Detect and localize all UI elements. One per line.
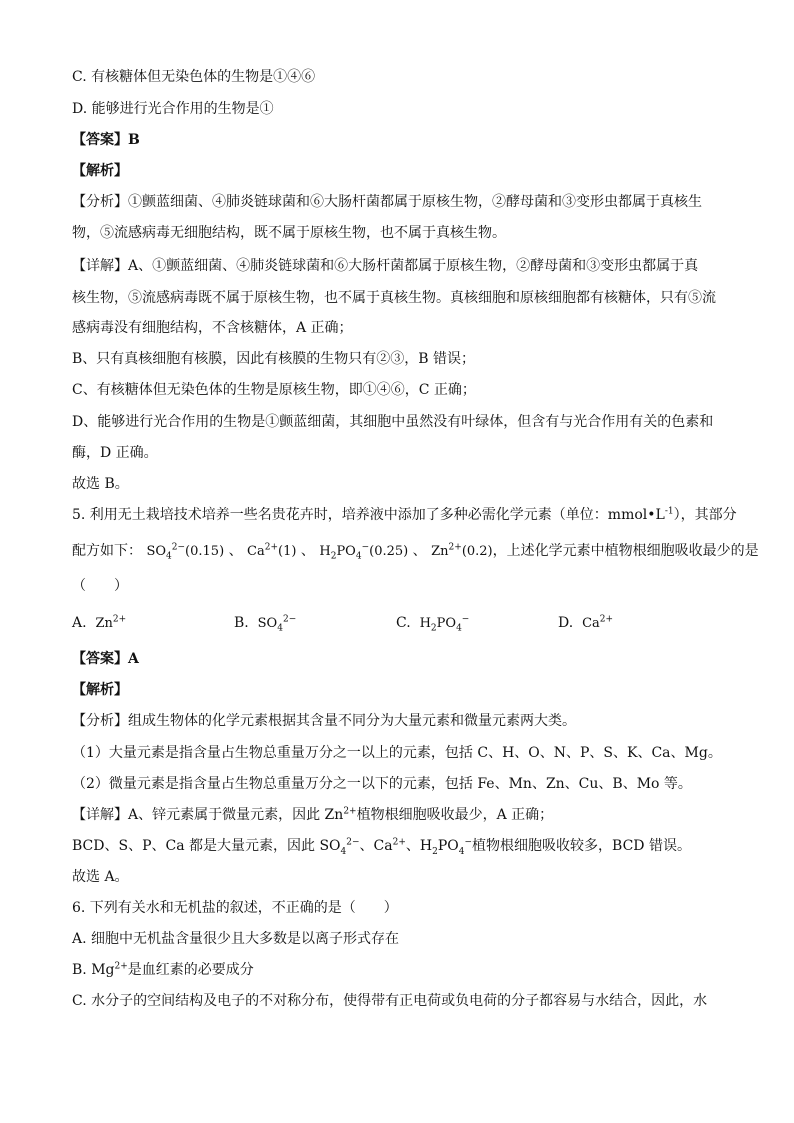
bcd-sup2: 2+ xyxy=(392,837,406,848)
text-line: 【分析】组成生物体的化学元素根据其含量不同分为大量元素和微量元素两大类。 xyxy=(72,713,576,729)
text-line: 【详解】A、①颤蓝细菌、④肺炎链球菌和⑥大肠杆菌都属于原核生物，②酵母菌和③变形虫都属于真 xyxy=(72,258,699,274)
text-line: 核生物，⑤流感病毒既不属于原核生物，也不属于真核生物。真核细胞和原核细胞都有核糖体，只有⑤流 xyxy=(72,290,716,306)
q6-b-pre: B. Mg xyxy=(72,962,115,978)
ca-sup: 2+ xyxy=(264,542,279,553)
option-a-sup: 2+ xyxy=(112,614,127,625)
bcd-pre: BCD、S、P、Ca 都是大量元素，因此 SO xyxy=(72,838,341,854)
bcd-mid1: 、Ca xyxy=(359,838,393,854)
question-5-blank: （ ） xyxy=(72,578,128,594)
option-b xyxy=(234,613,296,634)
bcd-sub2: 2 xyxy=(432,846,438,857)
formula-zn xyxy=(431,544,493,559)
ca-base: Ca xyxy=(247,544,265,559)
text-line: 故选 B。 xyxy=(72,476,129,492)
option-c-po: PO xyxy=(436,616,457,631)
option-c-sup: − xyxy=(461,614,470,625)
h2po4-sup: − xyxy=(361,542,370,553)
option-d-sup: 2+ xyxy=(599,614,614,625)
h2po4-po: PO xyxy=(336,544,356,559)
bcd-sup1: 2− xyxy=(346,837,360,848)
option-c-formula xyxy=(419,614,470,634)
so4-base: SO xyxy=(146,544,167,559)
answer-label: 【答案】B xyxy=(72,132,140,148)
bcd-post: 植物根细胞吸收较多，BCD 错误。 xyxy=(472,838,691,854)
so4-sup: 2− xyxy=(171,542,186,553)
option-a xyxy=(72,613,126,634)
text-line: 物，⑤流感病毒无细胞结构，既不属于原核生物，也不属于真核生物。 xyxy=(72,225,506,241)
question-6-option-b xyxy=(72,960,254,980)
zn-base: Zn xyxy=(431,544,449,559)
formula-ca xyxy=(247,544,296,559)
option-a-base: Zn xyxy=(95,616,113,631)
q5-line2-end: ，上述化学元素中植物根细胞吸收最少的是 xyxy=(492,543,759,559)
q5-line1: 5. 利用无土栽培技术培养一些名贵花卉时，培养液中添加了多种必需化学元素（单位：mmol•L xyxy=(72,507,665,523)
so4-sub: 4 xyxy=(166,551,172,562)
option-b-formula xyxy=(257,614,297,634)
option-a-label: A. xyxy=(72,615,87,631)
option-c-sub1: 2 xyxy=(430,623,437,634)
unit-exponent: -1 xyxy=(664,506,674,517)
bcd-sub1: 4 xyxy=(340,846,347,857)
text-line: C、有核糖体但无染色体的生物是原核生物，即①④⑥，C 正确； xyxy=(72,382,476,398)
h2po4-value: (0.25) xyxy=(369,544,409,559)
option-b-sub: 4 xyxy=(277,623,283,634)
separator: 、 xyxy=(300,543,315,559)
zn-sup: 2+ xyxy=(448,542,462,553)
option-c xyxy=(396,613,469,634)
text-line: （2）微量元素是指含量占生物总重量万分之一以下的元素，包括 Fe、Mn、Zn、Cu、B、Mo 等。 xyxy=(72,776,692,792)
analysis-label: 【解析】 xyxy=(72,682,128,698)
detail-a-sup: 2+ xyxy=(343,806,357,817)
detail-bcd-line xyxy=(72,836,691,856)
separator: 、 xyxy=(228,543,243,559)
q5-line1-end: ），其部分 xyxy=(673,507,737,523)
q6-b-post: 是血红素的必要成分 xyxy=(127,962,254,978)
option-b-sup: 2− xyxy=(282,614,297,625)
bcd-sup3: − xyxy=(464,837,473,848)
option-d-base: Ca xyxy=(582,616,600,631)
text-line: 感病毒没有细胞结构，不含核糖体，A 正确； xyxy=(72,320,353,336)
bcd-mid3: PO xyxy=(437,838,459,854)
analysis-label: 【解析】 xyxy=(72,163,128,179)
detail-a-post: 植物根细胞吸收最少，A 正确； xyxy=(356,807,554,823)
option-c-label: C. xyxy=(396,615,411,631)
q6-b-sup: 2+ xyxy=(114,961,128,972)
ca-value: (1) xyxy=(278,544,297,559)
detail-a-pre: 【详解】A、锌元素属于微量元素，因此 Zn xyxy=(72,807,344,823)
question-5-stem xyxy=(72,505,737,525)
text-line: C. 有核糖体但无染色体的生物是①④⑥ xyxy=(72,69,316,85)
question-5-formula-line xyxy=(72,541,759,562)
option-d xyxy=(558,613,613,634)
option-c-sub2: 4 xyxy=(456,623,462,634)
text-line: 酶，D 正确。 xyxy=(72,445,158,461)
h2po4-sub2: 4 xyxy=(355,551,362,562)
formula-so4 xyxy=(146,542,225,562)
answer-label: 【答案】A xyxy=(72,651,139,667)
formula-intro: 配方如下： xyxy=(72,543,142,559)
text-line: D、能够进行光合作用的生物是①颤蓝细菌，其细胞中虽然没有叶绿体，但含有与光合作用有关的色素和 xyxy=(72,414,714,430)
option-c-h: H xyxy=(419,616,431,631)
so4-value: (0.15) xyxy=(185,544,225,559)
detail-a-line xyxy=(72,805,553,825)
option-d-formula xyxy=(582,616,613,631)
text-line: 故选 A。 xyxy=(72,869,129,885)
bcd-mid2: 、H xyxy=(405,838,433,854)
option-b-base: SO xyxy=(257,616,278,631)
question-6-stem: 6. 下列有关水和无机盐的叙述，不正确的是（ ） xyxy=(72,900,398,916)
h2po4-sub1: 2 xyxy=(330,551,337,562)
formula-h2po4 xyxy=(319,542,409,562)
question-6-option-c: C. 水分子的空间结构及电子的不对称分布，使得带有正电荷或负电荷的分子都容易与水结合，因此，水 xyxy=(72,993,708,1009)
text-line: D. 能够进行光合作用的生物是① xyxy=(72,101,274,117)
option-a-formula xyxy=(95,616,126,631)
bcd-sub3: 4 xyxy=(458,846,465,857)
text-line: （1）大量元素是指含量占生物总重量万分之一以上的元素，包括 C、H、O、N、P、S、K、Ca、Mg。 xyxy=(72,745,722,761)
zn-value: (0.2) xyxy=(461,544,493,559)
option-d-label: D. xyxy=(558,615,574,631)
text-line: 【分析】①颤蓝细菌、④肺炎链球菌和⑥大肠杆菌都属于原核生物，②酵母菌和③变形虫都属于真核生 xyxy=(72,194,702,210)
separator: 、 xyxy=(412,543,427,559)
text-line: B、只有真核细胞有核膜，因此有核膜的生物只有②③，B 错误； xyxy=(72,351,476,367)
question-6-option-a: A. 细胞中无机盐含量很少且大多数是以离子形式存在 xyxy=(72,931,400,947)
option-b-label: B. xyxy=(234,615,249,631)
h2po4-h: H xyxy=(319,544,331,559)
